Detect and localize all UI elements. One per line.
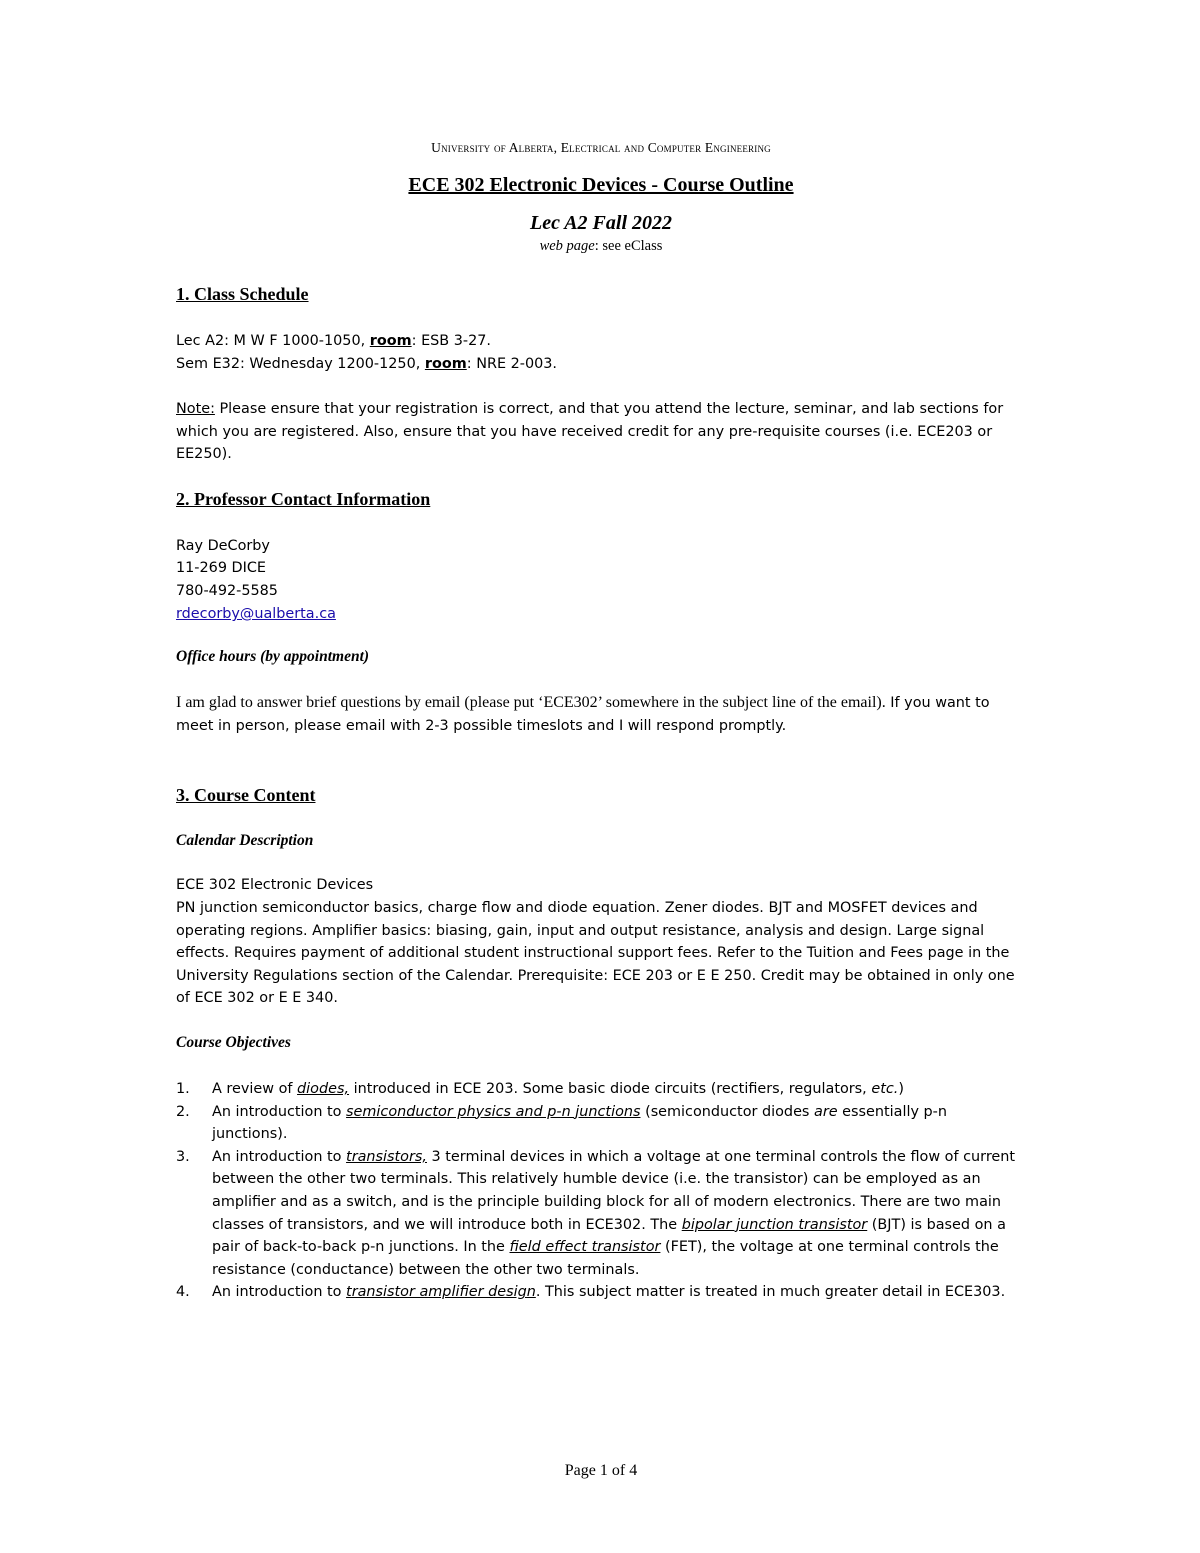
objective-number: 3. — [176, 1148, 190, 1165]
objective-item: 2. An introduction to semiconductor physics and p-n junctions (semiconductor diodes are essentially p-n junctions). — [176, 1101, 1016, 1146]
office-hours-heading: Office hours (by appointment) — [176, 648, 370, 665]
office-hours-meeting-note: If you want to meet in person, please email with 2-3 possible timeslots and I will respond promptly. — [176, 695, 990, 734]
office-hours-email-note: I am glad to answer brief questions by email (please put ‘ECE302’ somewhere in the subject line of the email). — [176, 694, 886, 711]
objective-number: 2. — [176, 1103, 190, 1120]
note-text: Please ensure that your registration is correct, and that you attend the lecture, seminar, and lab sections for which you are registered. Also, ensure that you have received credit for any pre-requisite courses (i.e. ECE203 or EE250). — [176, 401, 1004, 463]
professor-office: 11-269 DICE — [176, 560, 267, 576]
seminar-schedule — [176, 353, 1016, 376]
seminar-room-value: : NRE 2-003. — [466, 356, 558, 372]
seminar-time: Sem E32: Wednesday 1200-1250, — [176, 356, 425, 372]
lecture-time: Lec A2: M W F 1000-1050, — [176, 333, 370, 349]
professor-name: Ray DeCorby — [176, 538, 270, 554]
course-objectives-heading: Course Objectives — [176, 1034, 291, 1051]
document-title: ECE 302 Electronic Devices - Course Outline — [408, 174, 794, 196]
calendar-description-text: PN junction semiconductor basics, charge flow and diode equation. Zener diodes. BJT and MOSFET devices and operating regions. Amplifier basics: biasing, gain, input and output resistance, analysis and design. Large signal effects. Requires payment of additional student instructional support fees. Refer to the Tuition and Fees page in the University Regulations section of the Calendar. Prerequisite: ECE 203 or E E 250. Credit may be obtained in only one of ECE 302 or E E 340. — [176, 900, 1015, 1007]
section-heading-class-schedule: 1. Class Schedule — [176, 284, 309, 304]
registration-note — [176, 398, 1011, 466]
lecture-schedule — [176, 330, 1016, 353]
professor-email-link[interactable] — [176, 603, 336, 626]
professor-phone: 780-492-5585 — [176, 583, 278, 599]
objective-key-term: transistor amplifier design — [346, 1284, 536, 1301]
objective-item: 1. A review of diodes, introduced in ECE 203. Some basic diode circuits (rectifiers, regulators, etc.) — [176, 1078, 1016, 1101]
objective-key-term: transistors, — [346, 1148, 427, 1165]
section-heading-contact: 2. Professor Contact Information — [176, 489, 431, 509]
document-page — [176, 0, 1026, 1553]
lecture-room-value: : ESB 3-27. — [411, 333, 491, 349]
document-subtitle: Lec A2 Fall 2022 — [529, 212, 673, 234]
course-name: ECE 302 Electronic Devices — [176, 877, 374, 893]
objective-key-term: semiconductor physics and p-n junctions — [346, 1103, 641, 1120]
web-page-line — [176, 238, 1026, 255]
institution-line: University of Alberta, Electrical and Computer Engineering — [431, 140, 771, 155]
course-objectives-list — [176, 1078, 1016, 1304]
objective-number: 4. — [176, 1284, 190, 1301]
calendar-description-heading: Calendar Description — [176, 832, 314, 849]
objective-key-term: diodes, — [297, 1081, 350, 1097]
web-page-label: web page — [539, 238, 595, 254]
note-label: Note: — [176, 401, 215, 417]
office-hours-text — [176, 692, 1016, 737]
section-heading-course-content: 3. Course Content — [176, 785, 316, 805]
email-link-text[interactable]: rdecorby@ualberta.ca — [176, 606, 336, 622]
page-number: Page 1 of 4 — [564, 1462, 638, 1479]
objective-key-term: field effect transistor — [509, 1239, 661, 1256]
objective-item: 3. An introduction to transistors, 3 terminal devices in which a voltage at one terminal controls the flow of current between the other two terminals. This relatively humble device (i.e. the transistor) can be employed as an amplifier and as a switch, and is the principle building block for all of modern electronics. There are two main classes of transistors, and we will introduce both in ECE302. The bipolar junction transistor (BJT) is based on a pair of back-to-back p-n junctions. In the field effect transistor (FET), the voltage at one terminal controls the resistance (conductance) between the other two terminals. — [176, 1146, 1016, 1282]
seminar-room-label: room — [424, 356, 467, 372]
objective-key-term: bipolar junction transistor — [681, 1216, 868, 1233]
objective-item: 4. An introduction to transistor amplifier design. This subject matter is treated in much greater detail in ECE303. — [176, 1281, 1016, 1304]
web-page-value: : see eClass — [594, 238, 663, 254]
objective-number: 1. — [176, 1081, 190, 1097]
lecture-room-label: room — [369, 333, 412, 349]
